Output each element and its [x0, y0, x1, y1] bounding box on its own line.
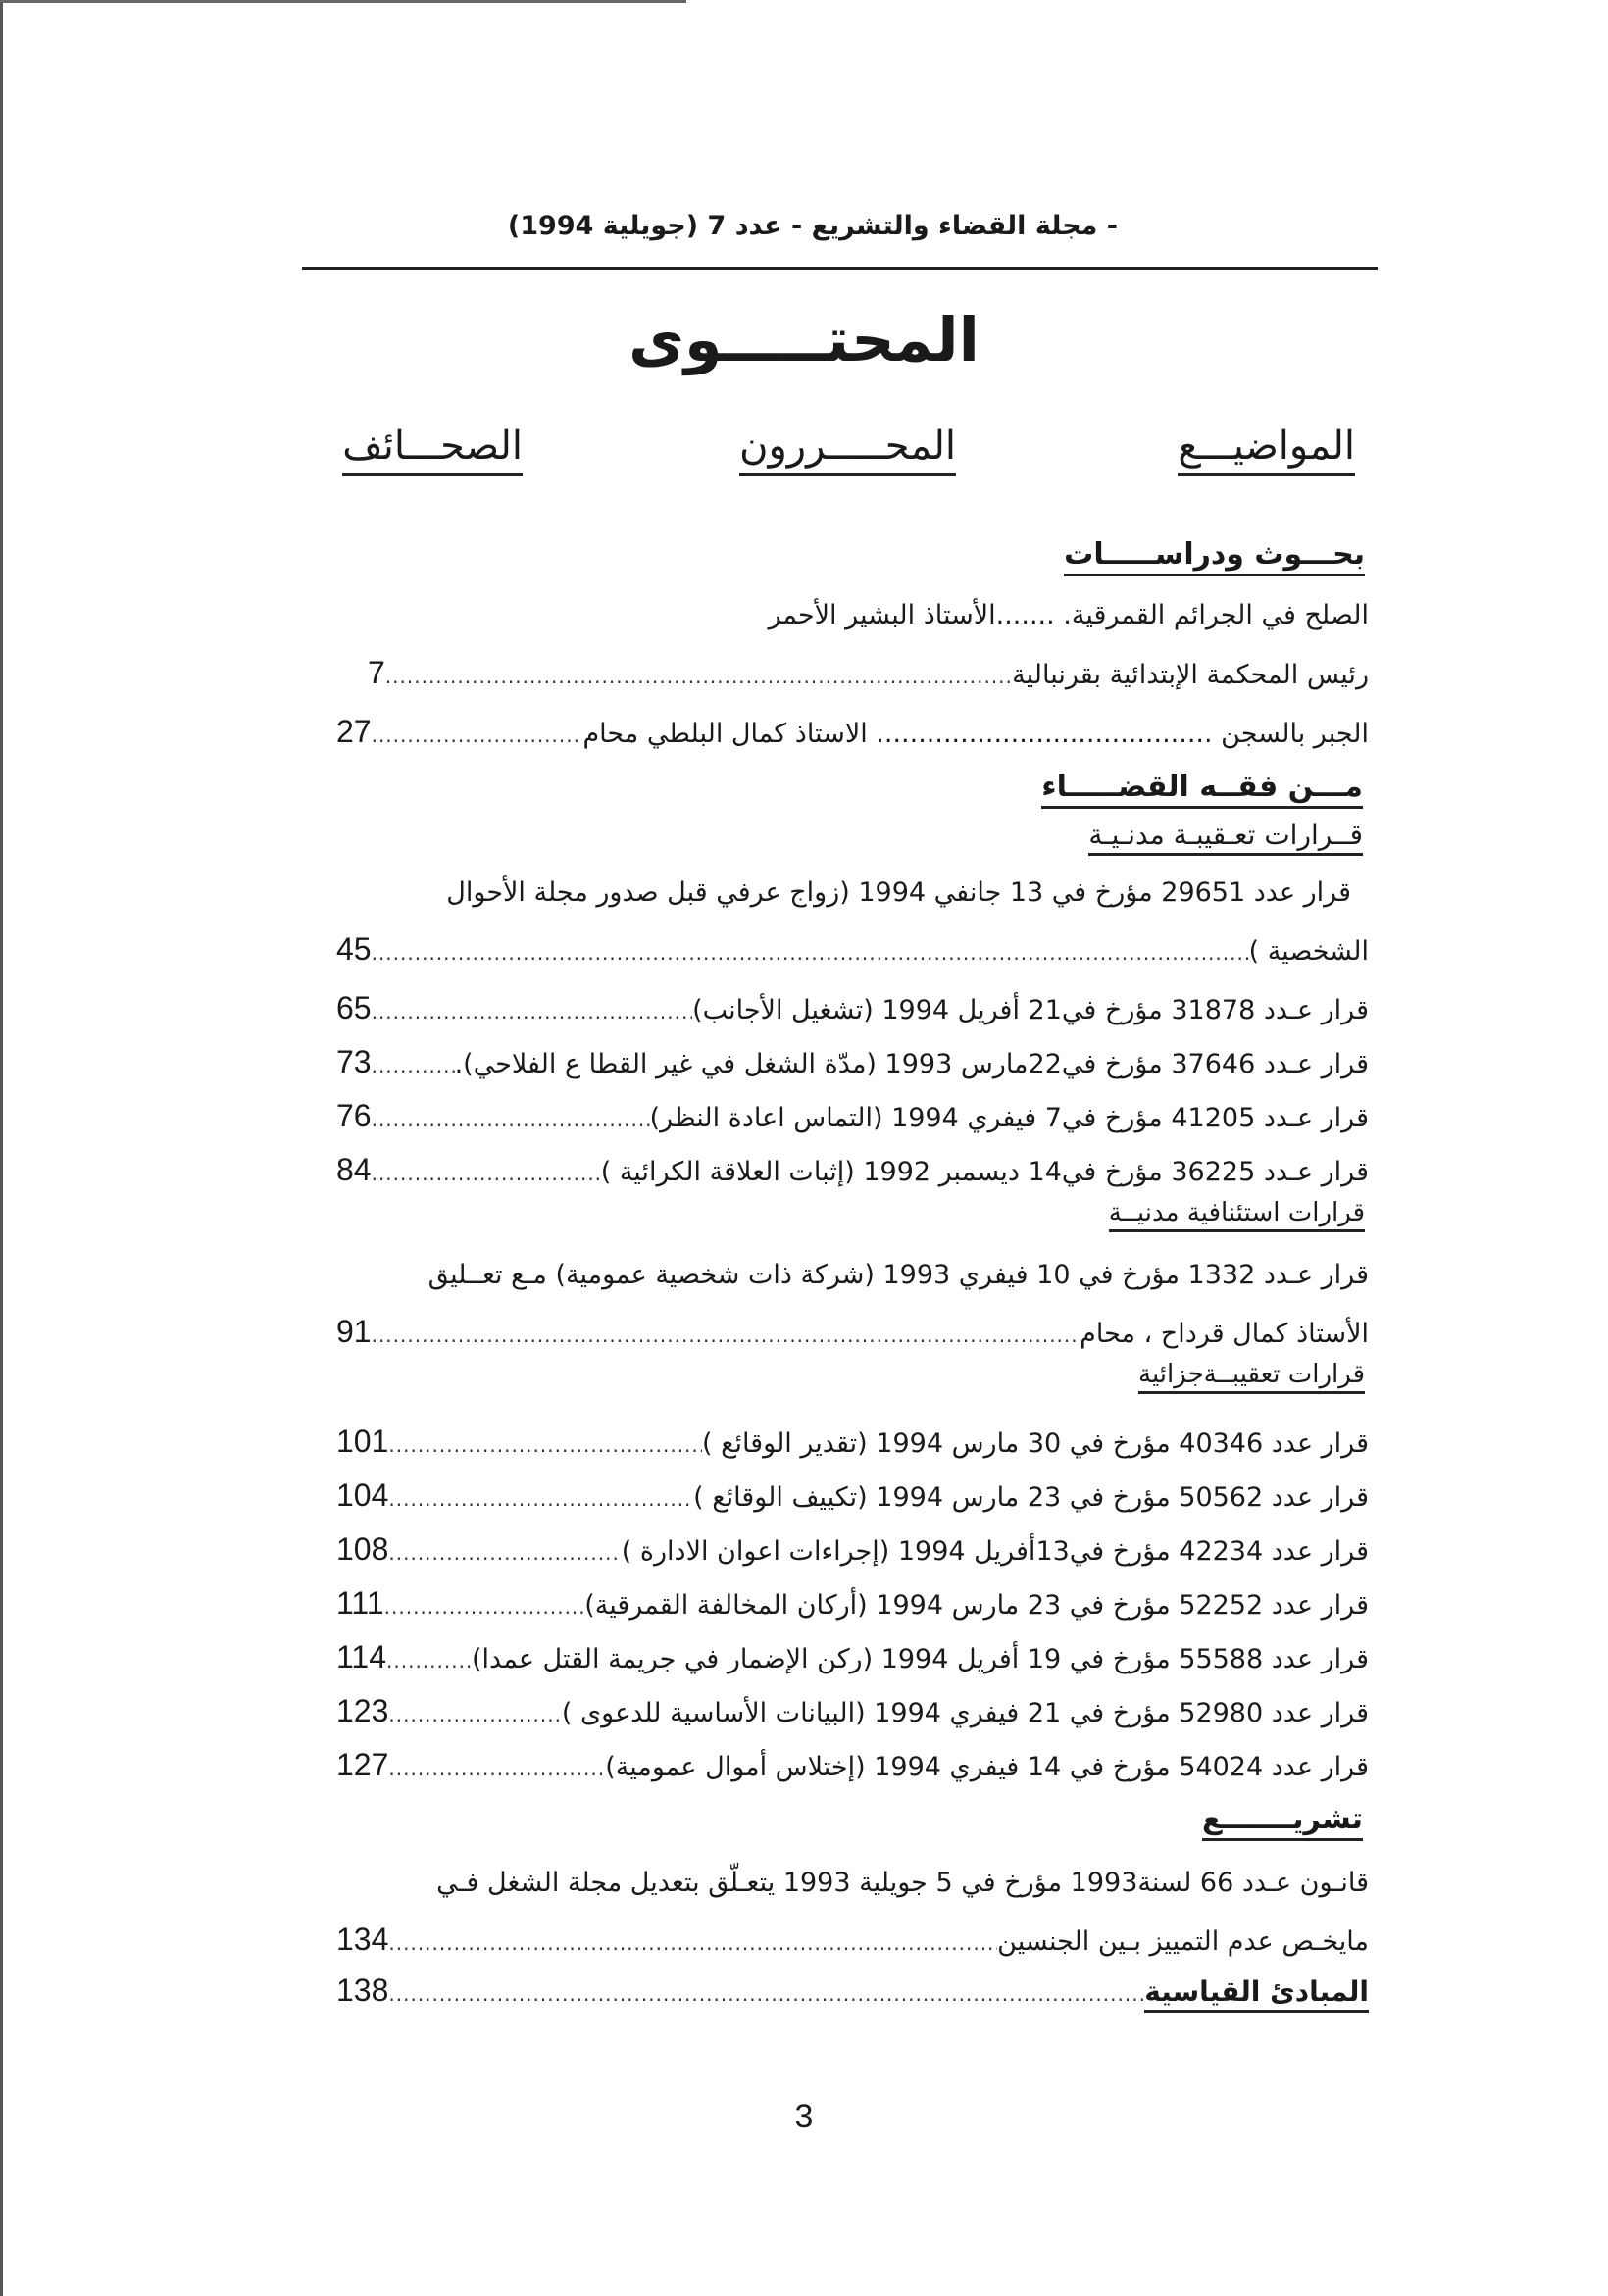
dot-leader — [372, 1054, 455, 1077]
toc-page-number: 101 — [336, 1423, 389, 1459]
toc-entry-text: قرار عـدد 41205 مؤرخ في7 فيفري 1994 (التماس اعادة النظر) — [649, 1103, 1369, 1133]
dot-leader — [384, 1595, 585, 1619]
toc-entry-text: قرار عدد 52252 مؤرخ في 23 مارس 1994 (أركان المخالفة القمرقية) — [584, 1590, 1369, 1621]
toc-entry — [336, 1639, 1369, 1675]
dot-leader — [388, 1433, 702, 1457]
dot-leader — [388, 1757, 605, 1780]
toc-page-number: 84 — [336, 1152, 372, 1187]
dot-leader — [386, 1649, 472, 1672]
toc-page-number: 111 — [336, 1585, 384, 1621]
subsection-heading-penal-cassation: قرارات تعقيبــةجزائية — [1138, 1360, 1365, 1394]
toc-entry — [336, 1152, 1369, 1188]
toc-entry — [336, 1693, 1369, 1729]
toc-entry — [336, 1423, 1369, 1460]
dot-leader — [385, 665, 1012, 688]
toc-page-number: 45 — [336, 931, 372, 967]
toc-page-number: 123 — [336, 1693, 389, 1728]
toc-page-number: 73 — [336, 1044, 372, 1079]
toc-entry — [336, 1477, 1369, 1514]
toc-page-number: 7 — [368, 655, 385, 690]
toc-page-number: 76 — [336, 1098, 372, 1133]
toc-page-number: 65 — [336, 990, 372, 1025]
toc-entry — [336, 1747, 1369, 1783]
toc-page-number: 108 — [336, 1531, 389, 1567]
toc-entry-text: قرار عدد 50562 مؤرخ في 23 مارس 1994 (تكييف الوقائع ) — [693, 1482, 1369, 1513]
toc-entry-text: قرار عدد 40346 مؤرخ في 30 مارس 1994 (تقدير الوقائع ) — [702, 1428, 1369, 1459]
dot-leader — [388, 1541, 621, 1565]
toc-entry — [336, 714, 1369, 750]
toc-entry — [336, 931, 1369, 968]
toc-entry-text: قرار عـدد 31878 مؤرخ في21 أفريل 1994 (تشغيل الأجانب) — [692, 995, 1369, 1025]
running-header: - مجلة القضاء والتشريع - عدد 7 (جويلية 1994) — [507, 211, 1118, 241]
subsection-heading-civil-cassation: قــرارات تعـقيبـة مدنـيـة — [1088, 819, 1363, 856]
toc-page-number: 127 — [336, 1747, 389, 1782]
toc-entry-text: قرار عدد 52980 مؤرخ في 21 فيفري 1994 (البيانات الأساسية للدعوى ) — [561, 1698, 1369, 1728]
toc-entry-text: قرار عـدد 36225 مؤرخ في14 ديسمبر 1992 (إثبات العلاقة الكرائية ) — [600, 1157, 1369, 1187]
page-number: 3 — [794, 2098, 814, 2135]
toc-entry-text: رئيس المحكمة الإبتدائية بقرنبالية — [1012, 660, 1369, 690]
section-heading-research: بحـــوث ودراســـــات — [1064, 537, 1365, 576]
toc-entry-text: الشخصية ) — [1248, 936, 1369, 967]
dot-leader — [372, 1000, 692, 1023]
subsection-heading-civil-appeal: قرارات استئنافية مدنيــة — [1109, 1198, 1365, 1232]
toc-entry-text: قرار عدد 42234 مؤرخ في13أفريل 1994 (إجراءات اعوان الادارة ) — [621, 1536, 1369, 1567]
dot-leader — [372, 941, 1249, 965]
toc-entry-text: قرار عدد 54024 مؤرخ في 14 فيفري 1994 (إختلاس أموال عمومية) — [605, 1752, 1369, 1782]
toc-page-number: 138 — [336, 1972, 389, 2008]
dot-leader — [388, 1931, 997, 1955]
toc-page-number: 91 — [336, 1314, 372, 1349]
toc-entry — [336, 990, 1369, 1026]
toc-page-number: 104 — [336, 1477, 389, 1513]
toc-entry — [336, 1098, 1369, 1134]
section-heading-principles: المبادئ القياسية — [1144, 1975, 1369, 2013]
toc-entry-line: قانـون عـدد 66 لسنة1993 مؤرخ في 5 جويلية 1993 يتعـلّق بتعديل مجلة الشغل فـي — [436, 1868, 1369, 1898]
section-heading-legislation: تشريـــــــع — [1202, 1802, 1363, 1841]
dot-leader — [388, 1487, 693, 1511]
toc-entry-line: قرار عدد 29651 مؤرخ في 13 جانفي 1994 (زواج عرفي قبل صدور مجلة الأحوال — [446, 877, 1351, 908]
toc-entry-text: الأستاذ كمال قرداح ، محام — [1080, 1319, 1369, 1349]
section-heading-jurisprudence: مـــن فقــه القضـــــاء — [1041, 770, 1363, 809]
toc-page-number: 134 — [336, 1922, 389, 1957]
header-rule — [302, 267, 1378, 270]
toc-entry-text: قرار عدد 55588 مؤرخ في 19 أفريل 1994 (ركن الإضمار في جريمة القتل عمدا) — [472, 1644, 1369, 1674]
page-title: المحتـــــوى — [628, 304, 980, 375]
column-heading-editors: المحـــــررون — [739, 424, 956, 476]
dot-leader — [372, 724, 583, 747]
dot-leader — [388, 1982, 1144, 2006]
column-heading-topics: المواضيـــع — [1178, 424, 1355, 476]
scan-edge-top — [0, 0, 686, 3]
toc-page-number: 114 — [336, 1639, 387, 1674]
dot-leader — [372, 1323, 1080, 1347]
toc-entry-line: الصلح في الجرائم القمرقية. .......الأستاذ البشير الأحمر — [768, 600, 1369, 630]
toc-entry — [336, 1044, 1369, 1080]
dot-leader — [388, 1703, 561, 1726]
toc-entry — [336, 1314, 1369, 1350]
toc-entry — [336, 1972, 1369, 2013]
toc-entry — [336, 1531, 1369, 1568]
toc-entry-text: الجبر بالسجن ........................................ الاستاذ كمال البلطي محام — [582, 719, 1369, 749]
toc-entry-text: قرار عـدد 37646 مؤرخ في22مارس 1993 (مدّة الشغل في غير القطا ع الفلاحي). — [454, 1049, 1369, 1079]
toc-entry-line: قرار عـدد 1332 مؤرخ في 10 فيفري 1993 (شركة ذات شخصية عمومية) مـع تعــليق — [427, 1260, 1369, 1290]
toc-entry — [368, 655, 1369, 691]
toc-entry — [336, 1585, 1369, 1622]
toc-page-number: 27 — [336, 714, 372, 749]
toc-entry — [336, 1922, 1369, 1958]
toc-entry-text: مايخـص عدم التمييز بـين الجنسين — [997, 1926, 1369, 1957]
dot-leader — [372, 1162, 601, 1185]
column-heading-pages: الصحـــائف — [342, 424, 523, 476]
dot-leader — [372, 1108, 650, 1131]
